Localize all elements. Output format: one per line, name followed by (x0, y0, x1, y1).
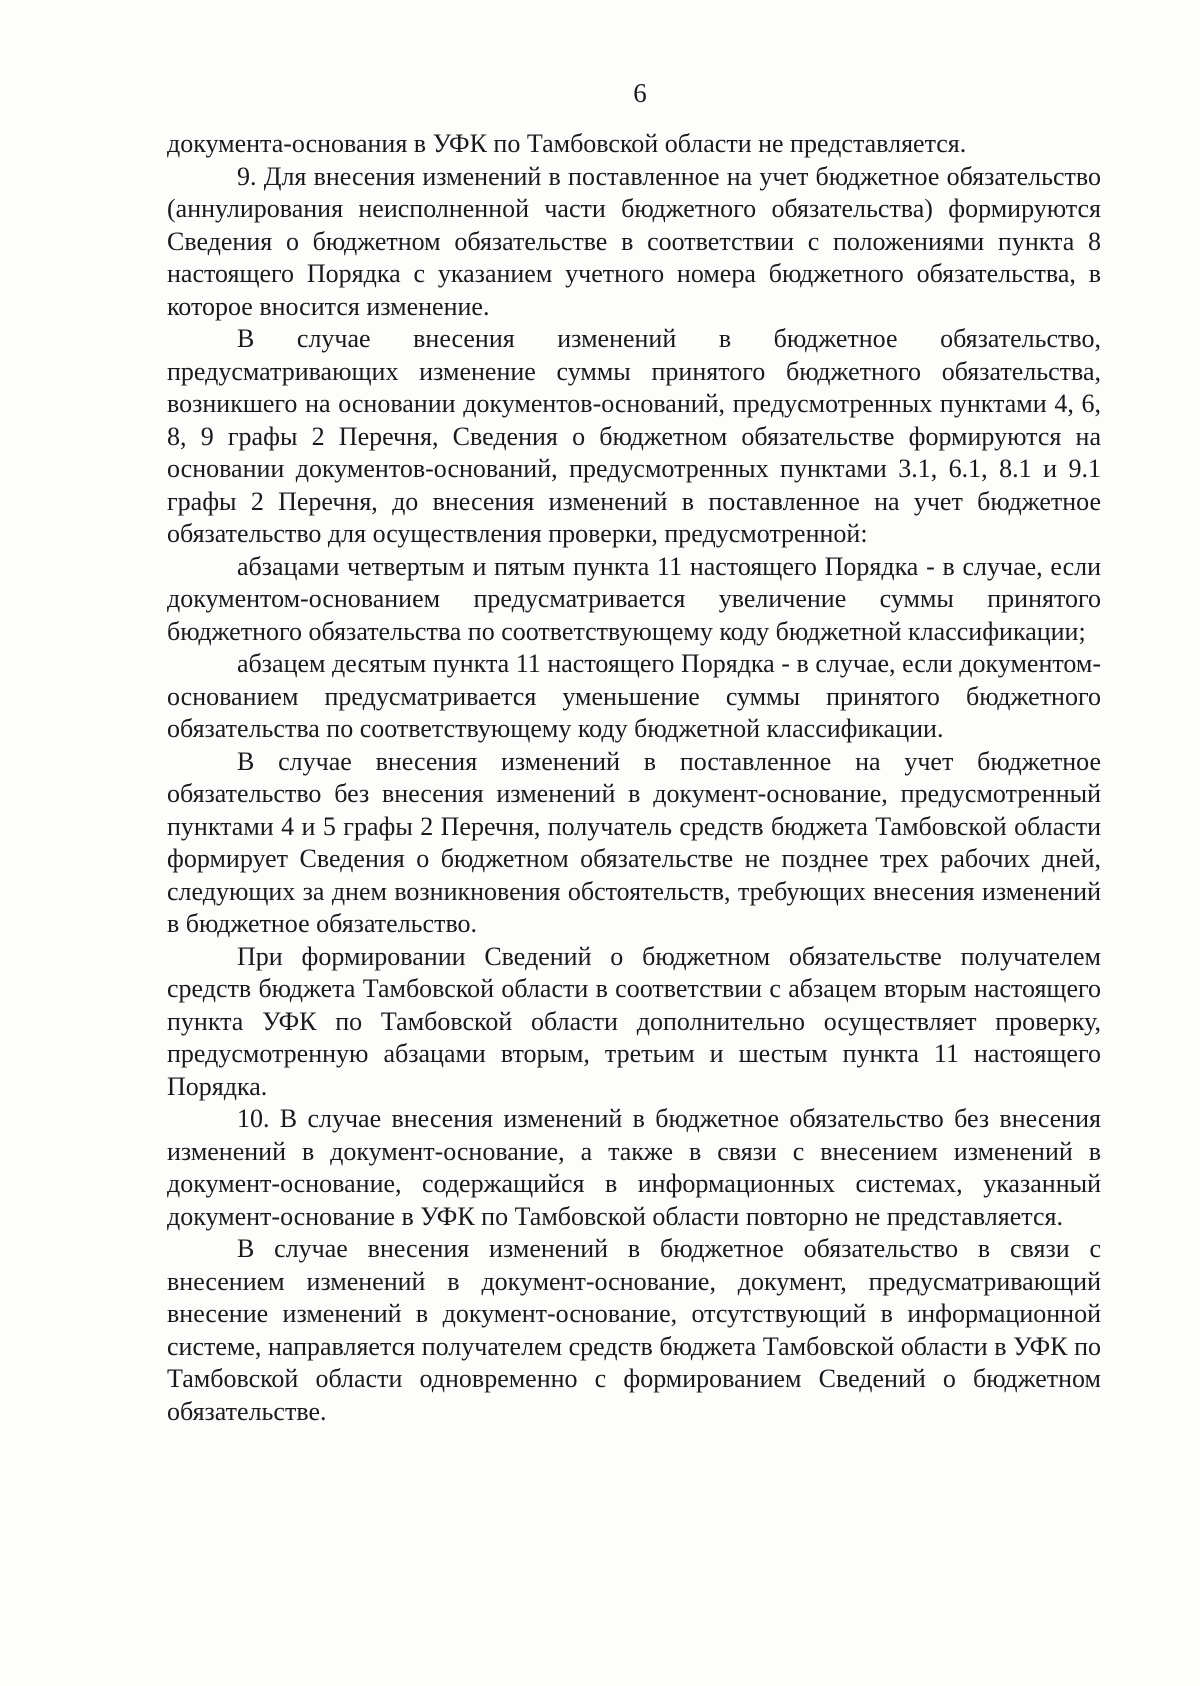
document-body (167, 128, 1101, 1428)
paragraph-no-basis-change: В случае внесения изменений в поставленное на учет бюджетное обязательство без внесения изменений в документ-основание, предусмотренный пунктами 4 и 5 графы 2 Перечня, получатель средств бюджета Тамбовской области формирует Сведения о бюджетном обязательстве не позднее трех рабочих дней, следующих за днем возникновения обстоятельств, требующих внесения изменений в бюджетное обязательство. (167, 746, 1101, 938)
paragraph-amount-change: В случае внесения изменений в бюджетное обязательство, предусматривающих изменение суммы принятого бюджетного обязательства, возникшего на основании документов-оснований, предусмотренных пунктами 4, 6, 8, 9 графы 2 Перечня, Сведения о бюджетном обязательстве формируются на основании документов-оснований, предусмотренных пунктами 3.1, 6.1, 8.1 и 9.1 графы 2 Перечня, до внесения изменений в поставленное на учет бюджетное обязательство для осуществления проверки, предусмотренной: (167, 324, 1101, 548)
paragraph-item-9: 9. Для внесения изменений в поставленное на учет бюджетное обязательство (аннулирования неисполненной части бюджетного обязательства) формируются Сведения о бюджетном обязательстве в соответствии с положениями пункта 8 настоящего Порядка с указанием учетного номера бюджетного обязательства, в которое вносится изменение. (167, 161, 1101, 321)
page-number: 6 (633, 78, 647, 108)
paragraph-basis-change: В случае внесения изменений в бюджетное обязательство в связи с внесением изменений в документ-основание, документ, предусматривающий внесение изменений в документ-основание, отсутствующий в информационной системе, направляется получателем средств бюджета Тамбовской области в УФК по Тамбовской области одновременно с формированием Сведений о бюджетном обязательстве. (167, 1234, 1101, 1426)
paragraph-continuation: документа-основания в УФК по Тамбовской области не представляется. (167, 129, 967, 158)
paragraph-increase-check: абзацами четвертым и пятым пункта 11 настоящего Порядка - в случае, если документом-основанием предусматривается увеличение суммы принятого бюджетного обязательства по соответствующему коду бюджетной классификации; (167, 551, 1101, 646)
paragraph-decrease-check: абзацем десятым пункта 11 настоящего Порядка - в случае, если документом-основанием предусматривается уменьшение суммы принятого бюджетного обязательства по соответствующему коду бюджетной классификации. (167, 649, 1101, 743)
paragraph-item-10: 10. В случае внесения изменений в бюджетное обязательство без внесения изменений в документ-основание, а также в связи с внесением изменений в документ-основание, содержащийся в информационных системах, указанный документ-основание в УФК по Тамбовской области повторно не представляется. (167, 1104, 1101, 1231)
paragraph-additional-check: При формировании Сведений о бюджетном обязательстве получателем средств бюджета Тамбовской области в соответствии с абзацем вторым настоящего пункта УФК по Тамбовской области дополнительно осуществляет проверку, предусмотренную абзацами вторым, третьим и шестым пункта 11 настоящего Порядка. (167, 941, 1101, 1101)
